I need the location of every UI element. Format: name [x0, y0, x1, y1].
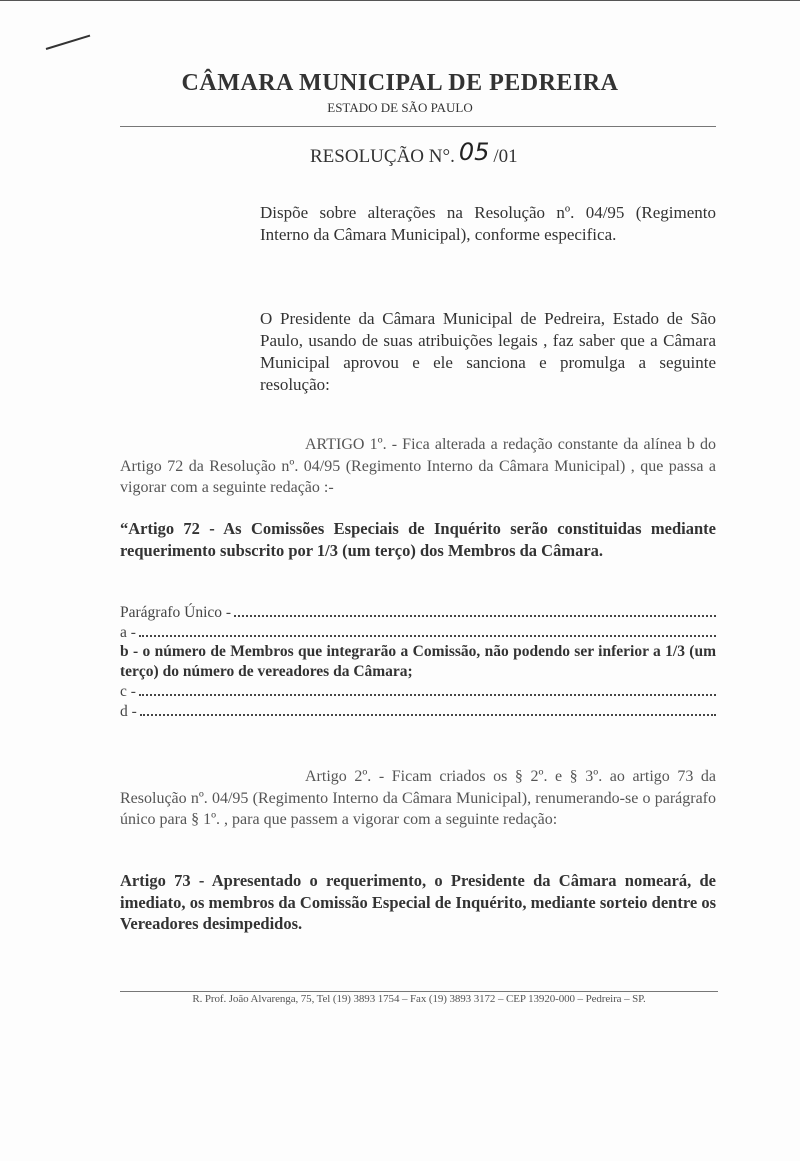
footer-address: R. Prof. João Alvarenga, 75, Tel (19) 3893 1754 – Fax (19) 3893 3172 – CEP 13920-000 – Pedreira – SP. — [192, 993, 646, 1005]
resolution-number-line — [310, 140, 518, 168]
pen-mark — [46, 35, 91, 50]
paragraph-unico-block — [120, 603, 716, 721]
alinea-d-label: d - — [120, 702, 137, 720]
article-73-text: Artigo 73 - Apresentado o requerimento, o Presidente da Câmara nomeará, de imediato, os membros da Comissão Especial de Inquérito, mediante sorteio dentre os Vereadores desimpedidos. — [120, 871, 716, 933]
article-2-heading: Artigo 2º. — [305, 768, 372, 785]
preamble: O Presidente da Câmara Municipal de Pedreira, Estado de São Paulo, usando de suas atribuições legais , faz saber que a Câmara Municipal aprovou e ele sanciona e promulga a seguinte resolução: — [260, 309, 716, 394]
paragraph-unico-line — [120, 603, 716, 623]
chamber-title: CÂMARA MUNICIPAL DE PEDREIRA — [181, 70, 619, 96]
resolution-prefix: RESOLUÇÃO N°. — [310, 146, 455, 167]
article-1 — [120, 434, 716, 499]
article-72-quote: “Artigo 72 - As Comissões Especiais de Inquérito serão constituidas mediante requerimento subscrito por 1/3 (um terço) dos Membros da Câmara. — [120, 519, 716, 560]
scan-top-border — [0, 0, 800, 1]
article-1-heading: ARTIGO 1º. — [305, 436, 387, 453]
alinea-b-text: b - o número de Membros que integrarão a Comissão, não podendo ser inferior a 1/3 (um terço) do número de vereadores da Câmara; — [120, 643, 716, 680]
article-1-text: - Fica alterada a redação constante da alínea b do Artigo 72 da Resolução nº. 04/95 (Regimento Interno da Câmara Municipal) , que passa a vigorar com a seguinte redação :- — [120, 436, 716, 496]
article-2-text: - Ficam criados os § 2º. e § 3º. ao artigo 73 da Resolução nº. 04/95 (Regimento Interno da Câmara Municipal), renumerando-se o parágrafo único para § 1º. , para que passem a vigorar com a seguinte redação: — [120, 768, 717, 828]
alinea-d-line — [120, 702, 716, 722]
paragraph-unico-label: Parágrafo Único - — [120, 604, 232, 621]
header-divider — [120, 126, 716, 127]
alinea-a-label: a - — [120, 623, 136, 641]
alinea-c-label: c - — [120, 683, 136, 700]
alinea-a-line — [120, 623, 716, 643]
footer-divider — [120, 991, 718, 992]
ementa-summary: Dispõe sobre alterações na Resolução nº. 04/95 (Regimento Interno da Câmara Municipal), conforme especifica. — [260, 203, 716, 244]
dotted-fill — [234, 603, 716, 617]
alinea-c-line — [120, 682, 716, 702]
dotted-fill — [139, 682, 716, 696]
dotted-fill — [140, 702, 716, 716]
resolution-number-handwritten: 05 — [458, 138, 490, 166]
resolution-year: /01 — [493, 146, 518, 167]
article-2 — [120, 766, 716, 831]
dotted-fill — [139, 623, 716, 637]
state-subtitle: ESTADO DE SÃO PAULO — [327, 100, 473, 115]
